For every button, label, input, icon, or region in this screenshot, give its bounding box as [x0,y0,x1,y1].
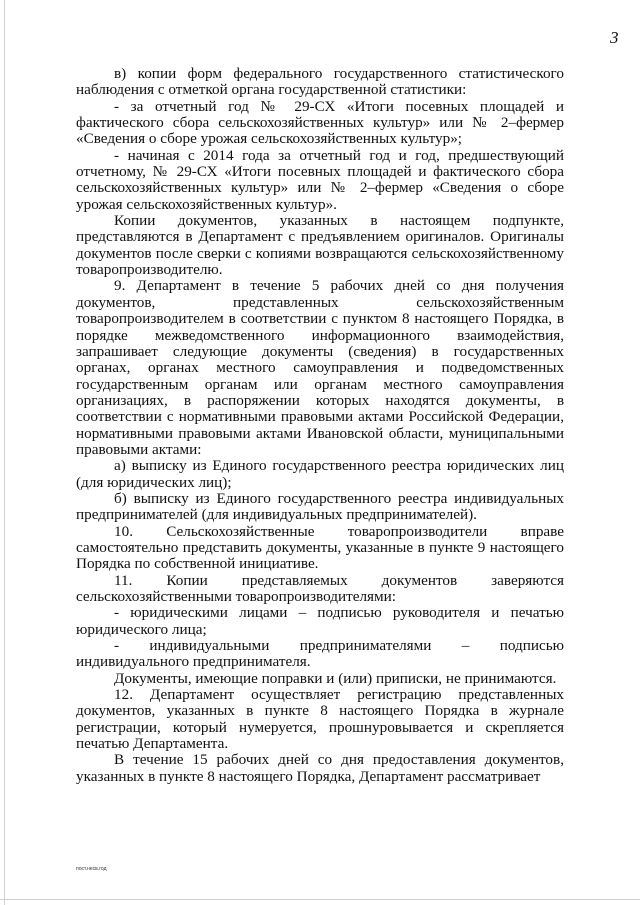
paragraph-legal-entities: - юридическими лицами – подписью руководителя и печатью юридического лица; [76,604,564,638]
paragraph-entrepreneurs: - индивидуальными предпринимателями – подписью индивидуального предпринимателя. [76,637,564,671]
paragraph-since-2014: - начиная с 2014 года за отчетный год и год, предшествующий отчетному, № 29-СХ «Итоги посевных площадей и фактического сбора сельскохозяйственных культур» или № 2–фермер «Сведения о сборе урожая сельскохозяйственных культур». [76,146,564,213]
document-body [76,66,564,785]
page-number: 3 [610,28,619,47]
paragraph-item-9b: б) выписку из Единого государственного реестра индивидуальных предпринимателей (для индивидуальных предпринимателей). [76,489,564,524]
page-bottom-edge [0,899,640,900]
paragraph-item-9: 9. Департамент в течение 5 рабочих дней со дня получения документов, представленных сельскохозяйственным товаропроизводителем в соответствии с пунктом 8 настоящего Порядка, в порядке межведомственного информационного взаимодействия, запрашивает следующие документы (сведения) в государственных органах, органах местного самоуправления и подведомственных государственным органам или органам местного самоуправления организациях, в распоряжении которых находятся документы, в соответствии с нормативными правовыми актами Российской Федерации, нормативными правовыми актами Ивановской области, муниципальными правовыми актами: [76,277,564,458]
footer-file-code: пост.несв.год [76,866,107,872]
paragraph-15-days: В течение 15 рабочих дней со дня предоставления документов, указанных в пункте 8 настоящего Порядка, Департамент рассматривает [76,751,564,785]
page-left-edge [4,0,5,905]
paragraph-v-copies: в) копии форм федерального государственного статистического наблюдения с отметкой органа государственной статистики: [76,65,564,99]
paragraph-item-11: 11. Копии представляемых документов заверяются сельскохозяйственными товаропроизводителями: [76,571,564,605]
paragraph-item-10: 10. Сельскохозяйственные товаропроизводители вправе самостоятельно представить документы, указанные в пункте 9 настоящего Порядка по собственной инициативе. [76,522,564,573]
paragraph-copies-originals: Копии документов, указанных в настоящем подпункте, представляются в Департамент с предъявлением оригиналов. Оригиналы документов после сверки с копиями возвращаются сельскохозяйственному товаропроизводителю. [76,212,564,279]
paragraph-corrections: Документы, имеющие поправки и (или) приписки, не принимаются. [114,669,557,687]
paragraph-reporting-year: - за отчетный год № 29-СХ «Итоги посевных площадей и фактического сбора сельскохозяйственных культур» или № 2–фермер «Сведения о сборе урожая сельскохозяйственных культур»; [76,97,564,148]
paragraph-item-9a: а) выписку из Единого государственного реестра юридических лиц (для юридических лиц); [76,457,564,491]
paragraph-item-12: 12. Департамент осуществляет регистрацию представленных документов, указанных в пункте 8 настоящего Порядка в журнале регистрации, который нумеруется, прошнуровывается и скрепляется печатью Департамента. [76,686,564,753]
